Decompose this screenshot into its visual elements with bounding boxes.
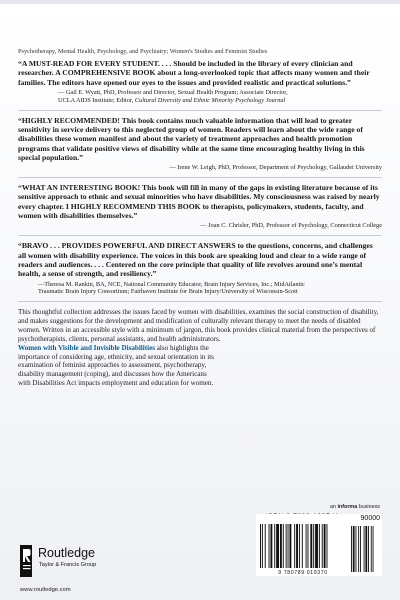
divider (18, 235, 382, 236)
barcode-bar (274, 524, 275, 568)
barcode-addon-bar (360, 526, 361, 572)
barcode-bar (294, 524, 295, 568)
book-title-highlight: Women with Visible and Invisible Disabilities (18, 343, 155, 352)
description-text: also highlights the importance of considering age, ethnicity, and sexual orientation in its examination of feminist approaches to assessment, psychotherapy, disability management (coping), and discusses how the Americans with Disabilities Act impacts employment and education for women. (18, 343, 214, 388)
informa-tag (330, 504, 380, 510)
publisher-name: Routledge (38, 546, 95, 560)
barcode-bar (299, 524, 300, 568)
informa-brand: informa (337, 504, 358, 510)
quote-text: “BRAVO . . . PROVIDES POWERFUL AND DIRECT ANSWERS to the questions, concerns, and challenges all women with disability experience. The voices in this book are speaking loud and clear to a wide range of readers and audiences. . . . Centered on the core principle that quality of life revolves around one’s mental health, a sense of strength, and resiliency.” (18, 241, 373, 279)
barcode-addon-bar (371, 526, 372, 572)
review-quote-2 (18, 116, 382, 173)
barcode-bar (265, 524, 266, 568)
informa-prefix: an (329, 504, 338, 510)
barcode-bar (296, 524, 298, 568)
barcode-bar (319, 524, 320, 568)
barcode-graphic (256, 514, 382, 576)
quote-attribution: — Irene W. Leigh, PhD, Professor, Department of Psychology, Gallaudet University (169, 164, 382, 172)
barcode-bar (322, 524, 323, 568)
divider (18, 301, 382, 302)
review-quote-1 (18, 59, 382, 105)
quote-attribution: — Joan C. Chrisler, PhD, Professor of Psychology, Connecticut College (200, 222, 382, 230)
barcode-addon-bar (368, 526, 369, 572)
barcode-bar (324, 524, 326, 568)
barcode-bar (270, 524, 272, 568)
barcode-bar (308, 524, 309, 568)
journal-title: Cultural Diversity and Ethnic Minority Psychology Journal (134, 96, 286, 104)
attribution-line: Traumatic Brain Injury Consortium; Fairhaven Institute for Brain Injury/University of Wisconsin-Scott (38, 288, 298, 296)
publisher-url[interactable]: www.routledge.com (20, 587, 71, 593)
barcode-addon-bar (351, 526, 352, 572)
barcode-bar (327, 524, 328, 568)
review-quote-4 (18, 241, 382, 296)
barcode-bar (260, 524, 261, 568)
attribution-line-prefix: UCLA AIDS Institute; Editor, (58, 96, 135, 104)
barcode-addon-bar (353, 526, 355, 572)
barcode-bar (306, 524, 307, 568)
barcode-digits: 9 780789 019370 (260, 570, 346, 576)
barcode-bar (289, 524, 291, 568)
quote-text: “A MUST-READ FOR EVERY STUDENT. . . . Should be included in the library of every clinician and researcher. A COMPREHENSIVE BOOK about a long-overlooked topic that affects many women and their families. The editors have opened our eyes to the issues and provided realistic and practical solutions.” (18, 58, 370, 87)
description-intro: This thoughtful collection addresses the issues faced by women with disabilities, examines the social construction of disability, and makes suggestions for the development and modification of culturally relevant therapy to meet the needs of disabled women. Written in an accessible style with a minimum of jargon, this book provides clinical material from the perspectives of psychotherapists, clients, personal assistants, and health administrators. (18, 308, 379, 343)
barcode-addon-bar (365, 526, 367, 572)
top-band (0, 0, 400, 4)
barcode-bar (283, 524, 284, 568)
barcode-addon-bar (356, 526, 357, 572)
barcode-bar (276, 524, 279, 568)
review-quote-3 (18, 183, 382, 230)
barcode-addon-bar (364, 526, 365, 572)
attribution-line: — Gail E. Wyatt, PhD, Professor and Director, Sexual Health Program; Associate Director, (58, 88, 288, 96)
publisher-logo (20, 545, 180, 585)
quote-text: “WHAT AN INTERESTING BOOK! This book will fill in many of the gaps in existing literature because of its sensitive approach to ethnic and sexual minorities who have disabilities. My consciousness was raised by nearly every chapter. I HIGHLY RECOMMEND THIS BOOK to therapists, policymakers, students, faculty, and women with disabilities themselves.” (18, 183, 380, 221)
barcode-bar (269, 524, 270, 568)
quote-attribution (18, 89, 382, 105)
routledge-mark-icon (20, 545, 32, 577)
barcode-addon-bar (358, 526, 359, 572)
quote-text: “HIGHLY RECOMMENDED! This book contains much valuable information that will lead to greater sensitivity in service delivery to this neglected group of women. Readers will learn about the wide range of disabilities these women manifest and about the variety of treatment approaches and health promotion programs that validate positive views of disability while at the same time encouraging healthy living in this special population.” (18, 115, 365, 162)
publisher-subname: Taylor & Francis Group (39, 562, 97, 568)
category-line: Psychotherapy, Mental Health, Psychology, and Psychiatry; Women's Studies and Feminist Studies (18, 48, 268, 55)
barcode-addon-bar (373, 526, 374, 572)
barcode-bar (262, 524, 263, 568)
barcode-price-code: 90000 (360, 515, 380, 522)
barcode-bar (280, 524, 282, 568)
attribution-line: —Theresa M. Rankin, BA, NCE, National Community Educator, Brain Injury Services, Inc.; MidAtlantic (38, 280, 305, 288)
description-continued (18, 344, 218, 388)
divider (18, 177, 382, 178)
barcode-bar (286, 524, 287, 568)
barcode-bar (288, 524, 289, 568)
divider (18, 110, 382, 111)
barcode-bar (313, 524, 314, 568)
quote-attribution (18, 281, 382, 297)
informa-suffix: business (357, 504, 380, 510)
barcode-bar (310, 524, 312, 568)
barcode-bar (302, 524, 303, 568)
barcode (256, 514, 382, 576)
barcode-bar (315, 524, 318, 568)
